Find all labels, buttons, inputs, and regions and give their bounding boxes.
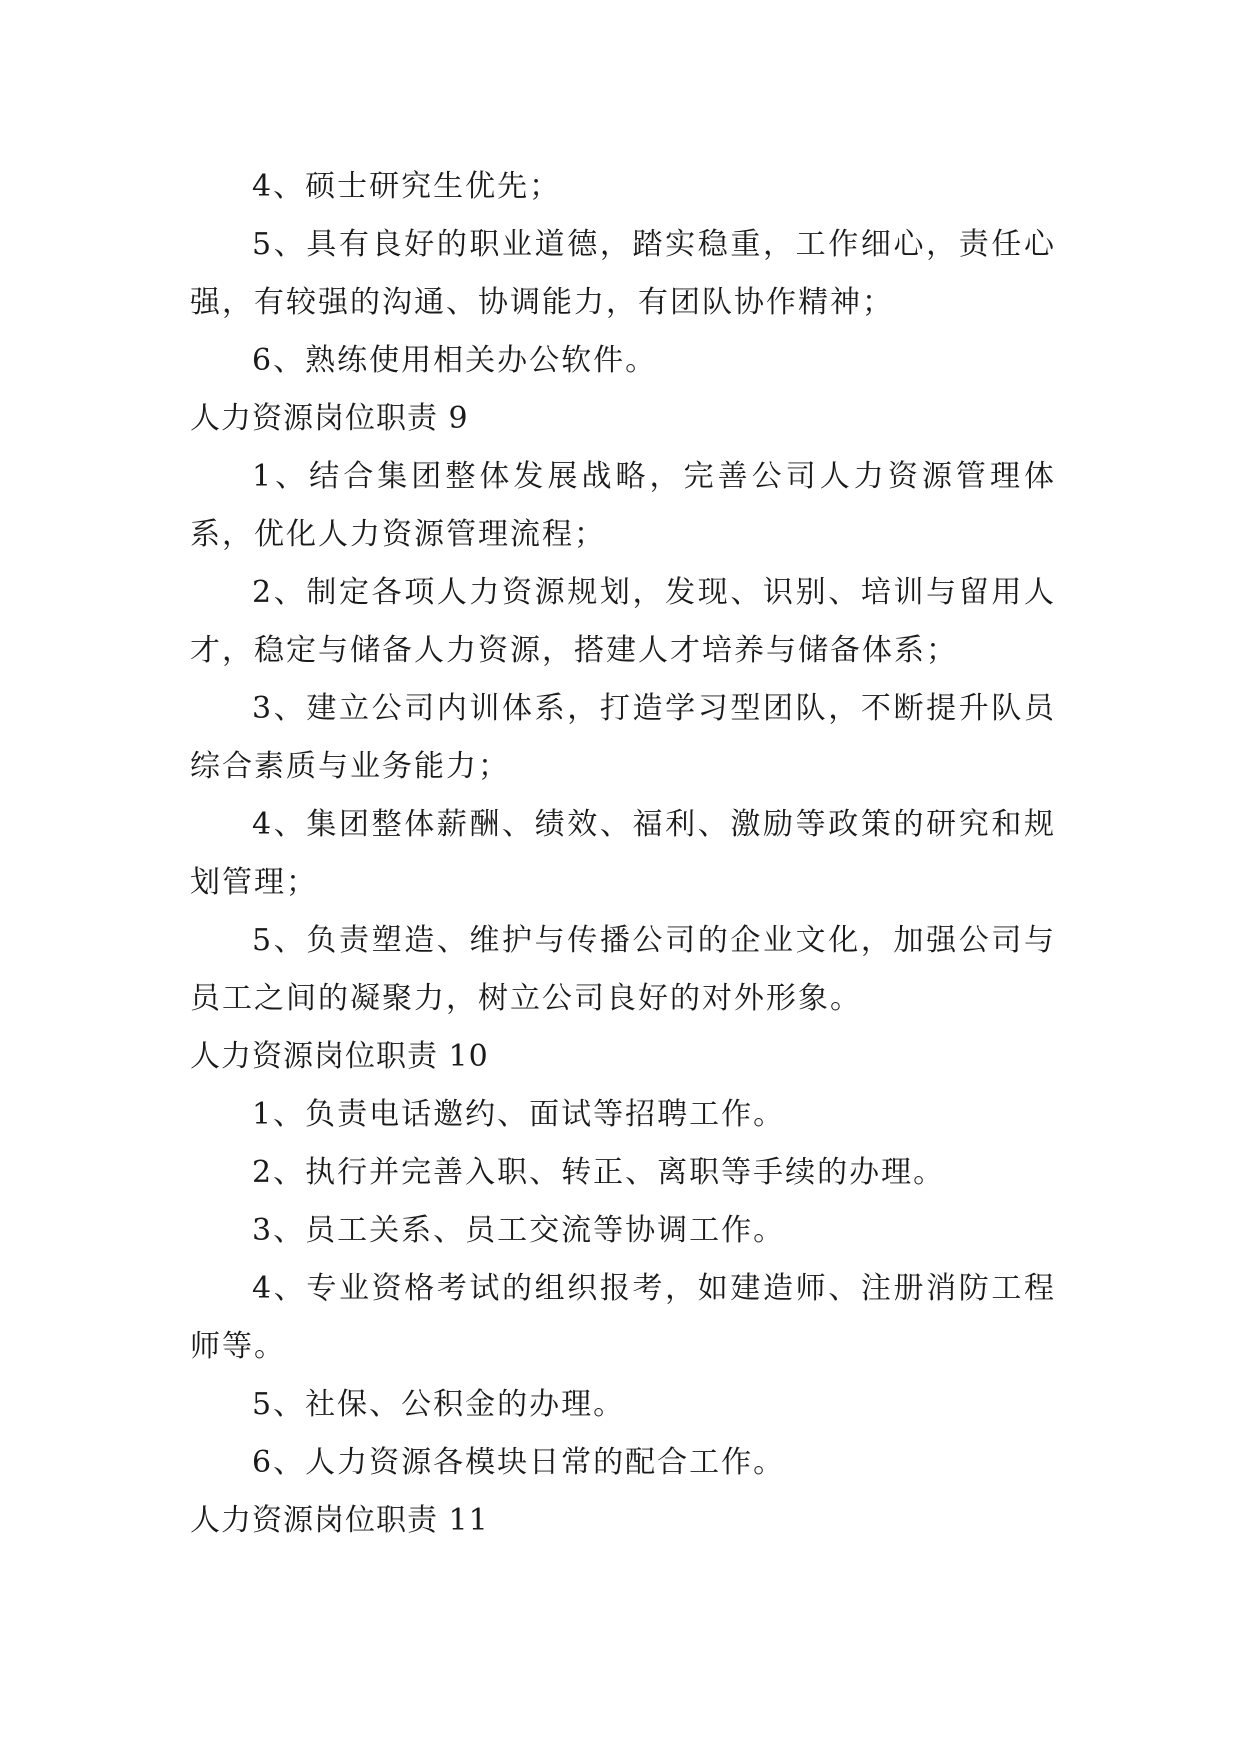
paragraph: 1、结合集团整体发展战略，完善公司人力资源管理体系，优化人力资源管理流程；	[190, 459, 1056, 552]
paragraph: 3、建立公司内训体系，打造学习型团队，不断提升队员综合素质与业务能力；	[190, 691, 1056, 784]
paragraph: 5、负责塑造、维护与传播公司的企业文化，加强公司与员工之间的凝聚力，树立公司良好的对外形象。	[190, 923, 1056, 1016]
paragraph: 4、集团整体薪酬、绩效、福利、激励等政策的研究和规划管理；	[190, 807, 1056, 900]
section-heading: 人力资源岗位职责 11	[190, 1503, 489, 1538]
paragraph: 4、专业资格考试的组织报考，如建造师、注册消防工程师等。	[190, 1271, 1056, 1364]
section-heading: 人力资源岗位职责 9	[190, 401, 469, 436]
paragraph: 1、负责电话邀约、面试等招聘工作。	[252, 1097, 786, 1132]
paragraph: 2、制定各项人力资源规划，发现、识别、培训与留用人才，稳定与储备人力资源，搭建人才培养与储备体系；	[190, 575, 1056, 668]
paragraph: 3、员工关系、员工交流等协调工作。	[252, 1213, 786, 1248]
paragraph: 5、具有良好的职业道德，踏实稳重，工作细心，责任心强，有较强的沟通、协调能力，有团队协作精神；	[190, 227, 1056, 320]
paragraph: 6、熟练使用相关办公软件。	[252, 343, 658, 378]
paragraph: 6、人力资源各模块日常的配合工作。	[252, 1445, 786, 1480]
section-heading: 人力资源岗位职责 10	[190, 1039, 489, 1074]
paragraph: 4、硕士研究生优先；	[252, 169, 562, 204]
paragraph: 2、执行并完善入职、转正、离职等手续的办理。	[252, 1155, 946, 1190]
document-body	[190, 158, 1056, 1550]
paragraph: 5、社保、公积金的办理。	[252, 1387, 626, 1422]
